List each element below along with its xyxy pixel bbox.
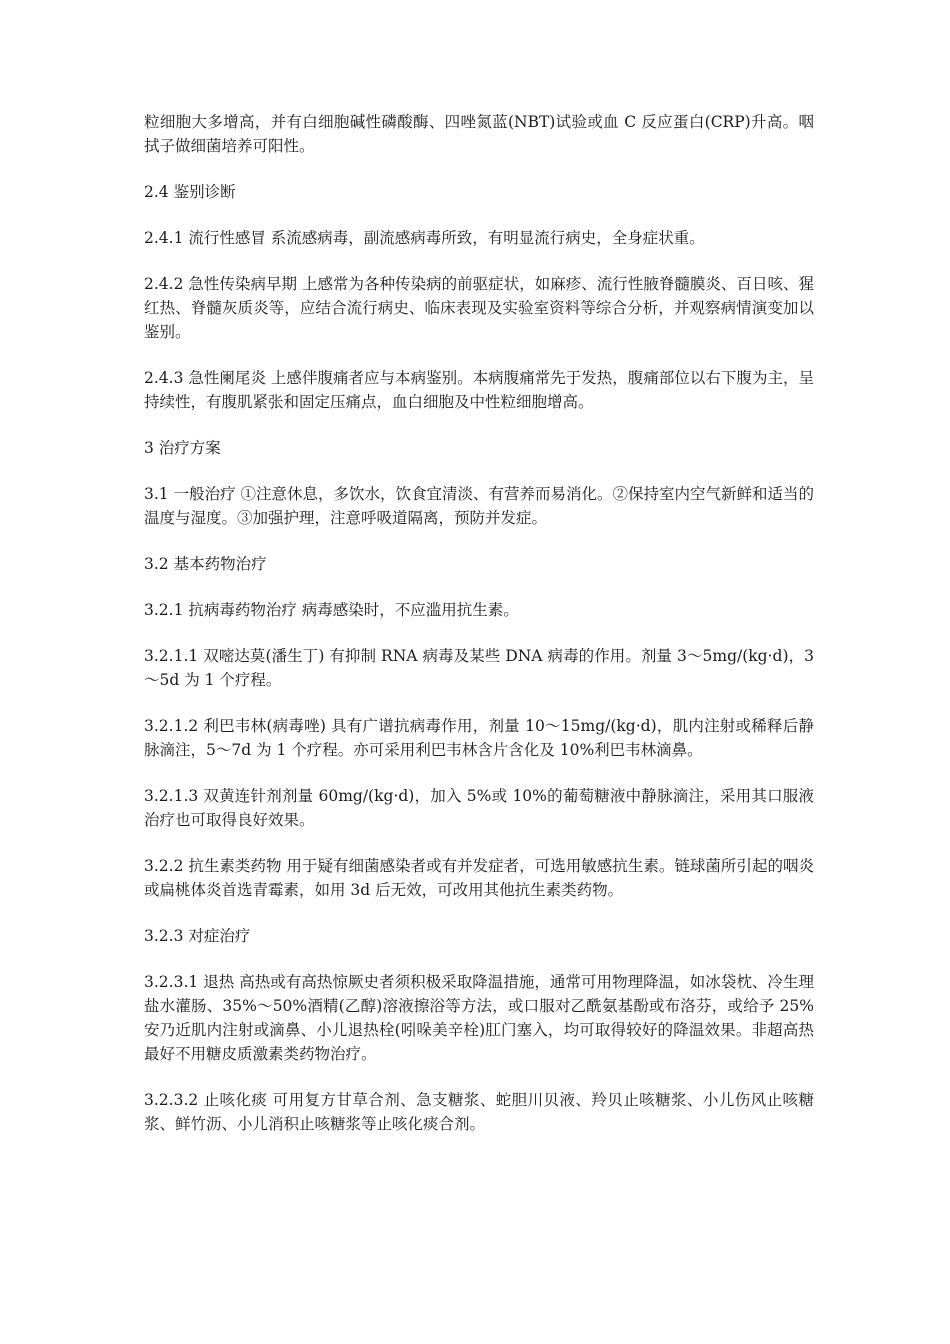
paragraph-3-1: 3.1 一般治疗 ①注意休息，多饮水，饮食宜清淡、有营养而易消化。②保持室内空气新鲜和适当的温度与湿度。③加强护理，注意呼吸道隔离，预防并发症。 bbox=[144, 485, 815, 527]
paragraph-3-2-3-1: 3.2.3.1 退热 高热或有高热惊厥史者须积极采取降温措施，通常可用物理降温，如冰袋枕、冷生理盐水灌肠、35%～50%酒精(乙醇)溶液擦浴等方法，或口服对乙酰氨基酚或布洛芬，或给予 25%安乃近肌内注射或滴鼻、小儿退热栓(吲哚美辛栓)肛门塞入，均可取得较好的降温效果。非超高热最好不用糖皮质激素类药物治疗。 bbox=[144, 973, 814, 1063]
paragraph-3-2-2: 3.2.2 抗生素类药物 用于疑有细菌感染者或有并发症者，可选用敏感抗生素。链球菌所引起的咽炎或扁桃体炎首选青霉素，如用 3d 后无效，可改用其他抗生素类药物。 bbox=[144, 857, 814, 899]
section-heading-3-2: 3.2 基本药物治疗 bbox=[144, 555, 267, 573]
paragraph-2-4-3: 2.4.3 急性阑尾炎 上感伴腹痛者应与本病鉴别。本病腹痛常先于发热，腹痛部位以右下腹为主，呈持续性，有腹肌紧张和固定压痛点，血白细胞及中性粒细胞增高。 bbox=[144, 369, 814, 411]
paragraph-2-4-1: 2.4.1 流行性感冒 系流感病毒，副流感病毒所致，有明显流行病史，全身症状重。 bbox=[144, 229, 705, 247]
paragraph-continuation: 粒细胞大多增高，并有白细胞碱性磷酸酶、四唑氮蓝(NBT)试验或血 C 反应蛋白(CRP)升高。咽拭子做细菌培养可阳性。 bbox=[144, 113, 814, 155]
paragraph-3-2-3-2: 3.2.3.2 止咳化痰 可用复方甘草合剂、急支糖浆、蛇胆川贝液、羚贝止咳糖浆、小儿伤风止咳糖浆、鲜竹沥、小儿消积止咳糖浆等止咳化痰合剂。 bbox=[144, 1091, 814, 1133]
document-body bbox=[144, 110, 814, 1136]
section-heading-2-4: 2.4 鉴别诊断 bbox=[144, 183, 236, 201]
paragraph-2-4-2: 2.4.2 急性传染病早期 上感常为各种传染病的前驱症状，如麻疹、流行性腋脊髓膜炎、百日咳、猩红热、脊髓灰质炎等，应结合流行病史、临床表现及实验室资料等综合分析，并观察病情演变加以鉴别。 bbox=[144, 275, 814, 341]
section-heading-3: 3 治疗方案 bbox=[144, 439, 221, 457]
section-heading-3-2-3: 3.2.3 对症治疗 bbox=[144, 927, 251, 945]
paragraph-3-2-1-3: 3.2.1.3 双黄连针剂剂量 60mg/(kg·d)，加入 5%或 10%的葡萄糖液中静脉滴注，采用其口服液治疗也可取得良好效果。 bbox=[144, 787, 814, 829]
paragraph-3-2-1-2: 3.2.1.2 利巴韦林(病毒唑) 具有广谱抗病毒作用，剂量 10～15mg/(kg·d)，肌内注射或稀释后静脉滴注，5～7d 为 1 个疗程。亦可采用利巴韦林含片含化及 10%利巴韦林滴鼻。 bbox=[144, 717, 814, 759]
paragraph-3-2-1-1: 3.2.1.1 双嘧达莫(潘生丁) 有抑制 RNA 病毒及某些 DNA 病毒的作用。剂量 3～5mg/(kg·d)，3～5d 为 1 个疗程。 bbox=[144, 647, 814, 689]
paragraph-3-2-1: 3.2.1 抗病毒药物治疗 病毒感染时，不应滥用抗生素。 bbox=[144, 601, 519, 619]
